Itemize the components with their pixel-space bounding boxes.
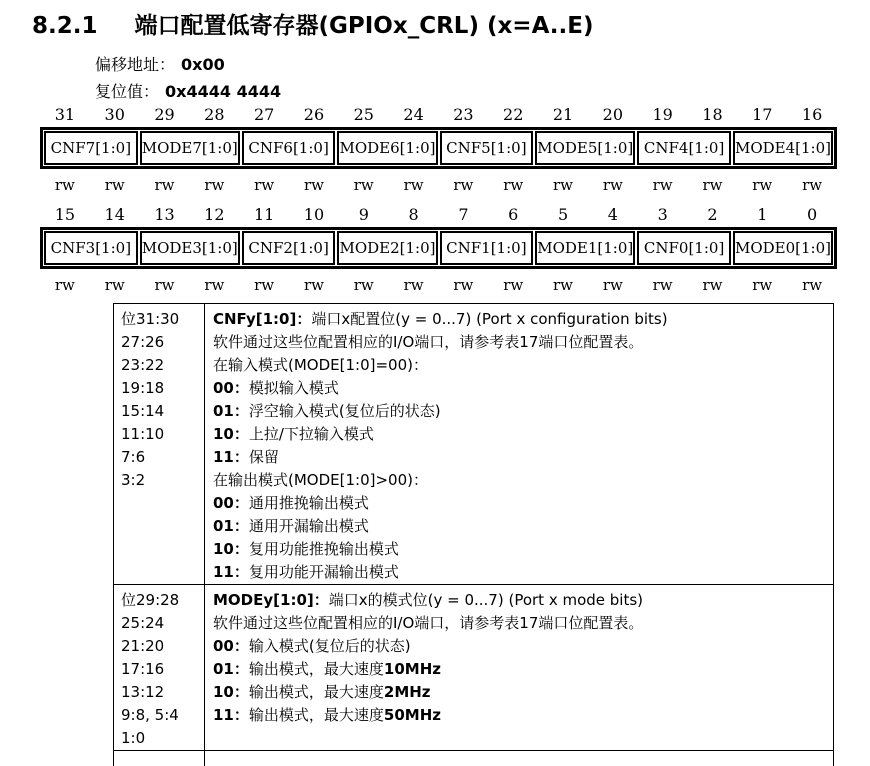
register-field-cell: MODE2[1:0] xyxy=(337,231,437,265)
bit-number: 31 xyxy=(54,105,76,124)
bit-number: 30 xyxy=(104,105,125,124)
bit-range: 19:18 xyxy=(121,379,165,397)
bit-number: 17 xyxy=(752,105,773,124)
access-label: rw xyxy=(702,176,723,194)
bit-number: 26 xyxy=(303,105,325,124)
access-label: rw xyxy=(204,276,225,294)
access-label: rw xyxy=(254,276,275,294)
bit-numbers-row xyxy=(40,105,837,125)
access-label: rw xyxy=(353,176,374,194)
register-field-cell: CNF7[1:0] xyxy=(44,131,138,165)
register-field-cell: MODE4[1:0] xyxy=(733,131,833,165)
description-line: 00：模拟输入模式 xyxy=(213,379,339,397)
field-description-row xyxy=(114,304,834,585)
description-cell xyxy=(205,304,834,585)
register-field-cell: MODE6[1:0] xyxy=(337,131,437,165)
access-label: rw xyxy=(403,176,424,194)
bit-number: 18 xyxy=(702,105,723,124)
register-field-cell: CNF5[1:0] xyxy=(440,131,534,165)
bit-range: 17:16 xyxy=(121,660,165,678)
access-label: rw xyxy=(154,276,175,294)
bit-number: 13 xyxy=(154,205,175,224)
bit-range: 9:8, 5:4 xyxy=(121,706,179,724)
bit-range: 13:12 xyxy=(121,683,165,701)
bit-range: 1:0 xyxy=(121,729,146,747)
access-label: rw xyxy=(453,176,474,194)
register-field-cell: MODE3[1:0] xyxy=(140,231,240,265)
access-label: rw xyxy=(752,176,773,194)
access-label: rw xyxy=(303,276,324,294)
bit-ranges-cell xyxy=(114,585,205,751)
description-line: 11：保留 xyxy=(213,448,279,466)
bit-ranges-cell xyxy=(114,304,205,585)
description-line: 11：输出模式，最大速度50MHz xyxy=(213,706,441,724)
description-line: 01：输出模式，最大速度10MHz xyxy=(213,660,441,678)
section-number: 8.2.1 xyxy=(32,13,98,39)
field-description-row xyxy=(114,585,834,751)
access-label: rw xyxy=(602,176,623,194)
register-diagram xyxy=(40,105,837,294)
bit-number: 24 xyxy=(403,105,424,124)
bit-range: 15:14 xyxy=(121,402,165,420)
offset-address-value: 0x00 xyxy=(181,55,225,74)
bit-number: 9 xyxy=(358,205,369,224)
bit-ranges-cell xyxy=(114,751,205,766)
register-field-cell: MODE7[1:0] xyxy=(140,131,240,165)
bit-range: 21:20 xyxy=(121,637,165,655)
bit-range: 11:10 xyxy=(121,425,165,443)
access-label: rw xyxy=(702,276,723,294)
access-label: rw xyxy=(503,276,524,294)
description-line: 10：输出模式，最大速度2MHz xyxy=(213,683,431,701)
register-field-cell: CNF3[1:0] xyxy=(44,231,138,265)
access-row xyxy=(40,176,837,194)
reset-value-value: 0x4444 4444 xyxy=(165,82,282,101)
bit-number: 10 xyxy=(303,205,325,224)
description-line: 软件通过这些位配置相应的I/O端口，请参考表17端口位配置表。 xyxy=(213,614,644,632)
access-label: rw xyxy=(104,176,125,194)
bit-number: 16 xyxy=(801,105,823,124)
register-field-cell: CNF2[1:0] xyxy=(242,231,336,265)
bit-number: 5 xyxy=(557,205,569,224)
bit-number: 4 xyxy=(607,205,618,224)
bit-range: 7:6 xyxy=(121,448,146,466)
field-description-table xyxy=(113,303,834,766)
description-line: 10：复用功能推挽输出模式 xyxy=(213,540,399,558)
access-label: rw xyxy=(503,176,524,194)
access-label: rw xyxy=(303,176,324,194)
cut-off-row xyxy=(114,751,834,766)
bit-number: 27 xyxy=(253,105,275,124)
access-label: rw xyxy=(54,176,75,194)
bit-number: 20 xyxy=(602,105,624,124)
description-line: 00：输入模式(复位后的状态) xyxy=(213,637,411,655)
register-meta xyxy=(95,51,281,105)
access-label: rw xyxy=(802,176,823,194)
bit-number: 11 xyxy=(253,205,275,224)
access-label: rw xyxy=(652,276,673,294)
bit-number: 29 xyxy=(154,105,175,124)
access-label: rw xyxy=(553,276,574,294)
access-label: rw xyxy=(453,276,474,294)
access-label: rw xyxy=(652,176,673,194)
bit-number: 1 xyxy=(757,205,768,224)
bit-range: 位31:30 xyxy=(121,310,180,328)
description-cell xyxy=(205,751,834,766)
access-label: rw xyxy=(54,276,75,294)
description-line: 在输入模式(MODE[1:0]=00)： xyxy=(213,356,428,374)
register-field-cell: MODE5[1:0] xyxy=(535,131,635,165)
access-label: rw xyxy=(553,176,574,194)
access-label: rw xyxy=(403,276,424,294)
access-label: rw xyxy=(353,276,374,294)
bit-number: 7 xyxy=(458,205,469,224)
access-label: rw xyxy=(602,276,623,294)
description-line: 11：复用功能开漏输出模式 xyxy=(213,563,399,581)
bit-numbers-row xyxy=(40,205,837,225)
bit-number: 2 xyxy=(707,205,718,224)
offset-address-line xyxy=(95,51,281,78)
access-label: rw xyxy=(802,276,823,294)
description-line: 在输出模式(MODE[1:0]>00)： xyxy=(213,471,428,489)
register-field-cell: CNF4[1:0] xyxy=(637,131,731,165)
bit-range: 3:2 xyxy=(121,471,146,489)
offset-address-label: 偏移地址： xyxy=(95,55,176,74)
description-line: 软件通过这些位配置相应的I/O端口，请参考表17端口位配置表。 xyxy=(213,333,644,351)
bit-number: 25 xyxy=(353,105,374,124)
reset-value-label: 复位值： xyxy=(95,82,160,101)
reset-value-line xyxy=(95,78,281,105)
description-line: CNFy[1:0]：端口x配置位(y = 0...7) (Port x configuration bits) xyxy=(213,310,668,328)
description-line: 01：通用开漏输出模式 xyxy=(213,517,369,535)
bit-number: 3 xyxy=(657,205,668,224)
description-line: 10：上拉/下拉输入模式 xyxy=(213,425,374,443)
register-field-cell: MODE1[1:0] xyxy=(535,231,635,265)
access-label: rw xyxy=(752,276,773,294)
description-line: 01：浮空输入模式(复位后的状态) xyxy=(213,402,441,420)
access-label: rw xyxy=(204,176,225,194)
register-field-cell: CNF1[1:0] xyxy=(440,231,534,265)
access-label: rw xyxy=(254,176,275,194)
register-field-cell: MODE0[1:0] xyxy=(733,231,833,265)
bit-range: 27:26 xyxy=(121,333,165,351)
bit-number: 22 xyxy=(503,105,524,124)
bit-number: 0 xyxy=(807,205,818,224)
register-field-cell: CNF0[1:0] xyxy=(637,231,731,265)
bit-number: 6 xyxy=(508,205,519,224)
bit-number: 15 xyxy=(54,205,76,224)
access-label: rw xyxy=(154,176,175,194)
bit-number: 12 xyxy=(204,205,225,224)
bit-number: 8 xyxy=(408,205,419,224)
section-heading xyxy=(32,7,594,40)
description-cell xyxy=(205,585,834,751)
bit-range: 23:22 xyxy=(121,356,165,374)
access-label: rw xyxy=(104,276,125,294)
register-field-row xyxy=(40,227,837,269)
register-field-cell: CNF6[1:0] xyxy=(242,131,336,165)
page-title: 端口配置低寄存器(GPIOx_CRL) (x=A..E) xyxy=(134,13,594,39)
bit-number: 19 xyxy=(652,105,673,124)
bit-number: 21 xyxy=(552,105,574,124)
description-line: MODEy[1:0]：端口x的模式位(y = 0...7) (Port x mode bits) xyxy=(213,591,644,609)
bit-number: 28 xyxy=(204,105,225,124)
bit-number: 14 xyxy=(104,205,125,224)
bit-range: 25:24 xyxy=(121,614,165,632)
register-field-row xyxy=(40,127,837,169)
description-line: 00：通用推挽输出模式 xyxy=(213,494,369,512)
bit-number: 23 xyxy=(453,105,474,124)
access-row xyxy=(40,276,837,294)
bit-range: 位29:28 xyxy=(121,591,180,609)
